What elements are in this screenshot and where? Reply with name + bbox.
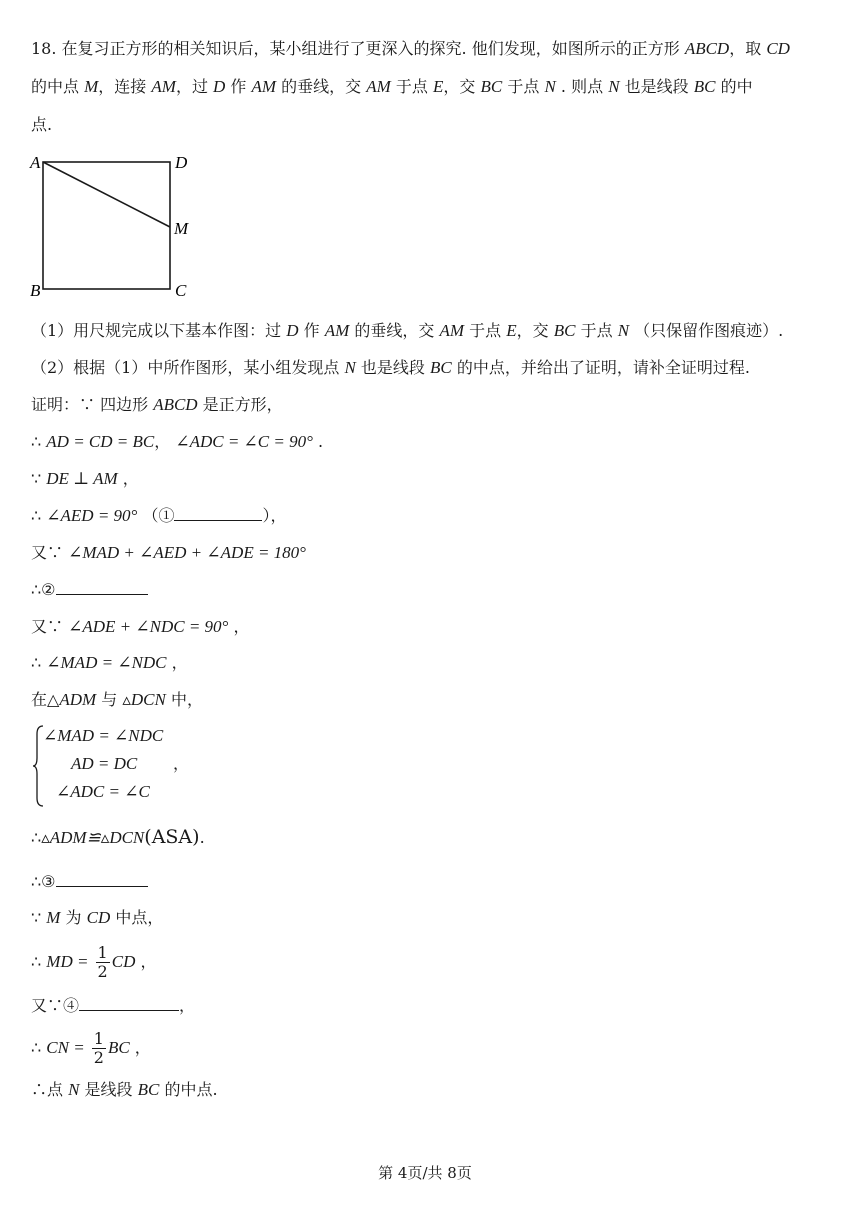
label-a: A: [30, 153, 41, 172]
proof-line-7: 又∵ ∠ADE + ∠NDC = 90° ，: [31, 617, 250, 636]
proof-line-10: ∴▵ADM≌▵DCN(ASA).: [31, 826, 205, 848]
answer-blank-4[interactable]: [79, 996, 179, 1011]
answer-blank-3[interactable]: [56, 872, 148, 887]
proof-line-3: ∵ DE ⊥ AM ，: [31, 469, 139, 488]
proof-line-4: ∴ ∠AED = 90° （① ），: [31, 506, 287, 525]
square-figure: [28, 150, 198, 302]
label-c: C: [175, 281, 187, 300]
proof-line-13: ∴ MD = $\frac{1}{2}$ CD ，: [31, 943, 157, 981]
part-2: （2）根据（1）中所作图形，某小组发现点 N 也是线段 BC 的中点，并给出了证明，请补全证明过程.: [31, 358, 750, 377]
part-1: （1）用尺规完成以下基本作图：过 D 作 AM 的垂线，交 AM 于点 E，交 BC 于点 N （只保留作图痕迹）.: [31, 321, 784, 340]
square-abcd: [43, 162, 170, 289]
problem-line-1: 18. 在复习正方形的相关知识后，某小组进行了更深入的探究. 他们发现，如图所示的正方形 ABCD，取 CD: [31, 39, 790, 58]
proof-line-2: ∴ AD = CD = BC， ∠ADC = ∠C = 90° .: [31, 432, 324, 451]
segment-am: [43, 162, 170, 227]
proof-line-9: 在△ADM 与 ▵DCN 中，: [31, 690, 203, 709]
label-m: M: [174, 219, 189, 238]
proof-line-15: ∴ CN = $\frac{1}{2}$ BC ，: [31, 1029, 151, 1067]
page-footer: 第 4页/共 8页: [378, 1164, 472, 1182]
system-eq-2: AD = DC: [71, 754, 138, 773]
fraction-one-half: $\frac{1}{2}$: [93, 1029, 104, 1067]
system-eq-1: ∠MAD = ∠NDC: [43, 726, 164, 745]
proof-line-11: ∴③: [31, 871, 148, 893]
label-d: D: [175, 153, 188, 172]
proof-line-14: 又∵④ ，: [31, 996, 196, 1015]
system-eq-3: ∠ADC = ∠C: [56, 782, 150, 801]
proof-line-1: 证明：∵ 四边形 ABCD 是正方形，: [31, 395, 283, 414]
fraction-one-half: $\frac{1}{2}$: [97, 943, 108, 981]
proof-line-12: ∵ M 为 CD 中点，: [31, 908, 164, 927]
problem-number: 18.: [31, 39, 57, 58]
answer-blank-1[interactable]: [174, 506, 262, 521]
label-b: B: [30, 281, 41, 300]
problem-line-3: 点.: [31, 115, 53, 134]
proof-line-5: 又∵ ∠MAD + ∠AED + ∠ADE = 180°: [31, 543, 306, 562]
proof-line-8: ∴ ∠MAD = ∠NDC ，: [31, 653, 188, 672]
answer-blank-2[interactable]: [56, 580, 148, 595]
proof-line-6: ∴②: [31, 579, 148, 601]
problem-line-2: 的中点 M，连接 AM，过 D 作 AM 的垂线，交 AM 于点 E，交 BC 于点 N . 则点 N 也是线段 BC 的中: [31, 77, 753, 96]
proof-line-16: ∴点 N 是线段 BC 的中点.: [31, 1080, 218, 1099]
